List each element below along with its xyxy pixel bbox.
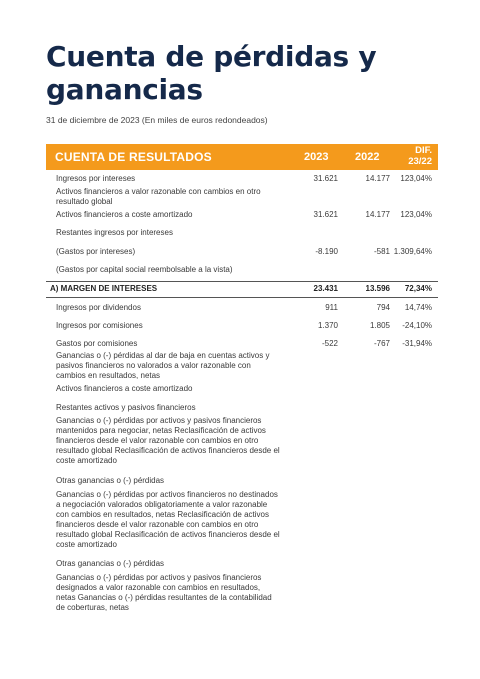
value-difference: 123,04% xyxy=(400,210,432,219)
value-2022: -767 xyxy=(373,339,390,348)
header-year-2022: 2022 xyxy=(355,151,380,163)
header-difference xyxy=(408,145,432,167)
value-2023: -522 xyxy=(321,339,338,348)
value-2022: 794 xyxy=(376,303,390,312)
row-label: Ganancias o (-) pérdidas por activos y pasivos financieros designados a valor razonable con cambios en resultados, netas Ganancias o (-) pérdidas resultantes de la contabilidad de coberturas, netas xyxy=(56,573,272,612)
value-2023: -8.190 xyxy=(315,247,338,256)
row-label: Activos financieros a coste amortizado xyxy=(56,384,193,393)
value-2022: 14.177 xyxy=(365,174,390,183)
row-label: Ganancias o (-) pérdidas por activos financieros no destinados a negociación valorados obligatoriamente a valor razonable con cambios en resultados, netas Reclasificación de activos financieros desde el valor razonable con cambios en otro resultado global Reclasificación de activos financieros desde el coste amortizado xyxy=(56,490,280,549)
value-2023: 23.431 xyxy=(313,284,338,293)
header-label: CUENTA DE RESULTADOS xyxy=(55,150,212,164)
margin-top-divider xyxy=(46,281,438,282)
row-label: Ganancias o (-) pérdidas al dar de baja en cuentas activos y pasivos financieros no valorados a valor razonable con cambios en resultados, netas xyxy=(56,351,270,380)
header-dif-line2: 23/22 xyxy=(408,156,432,167)
value-difference: 123,04% xyxy=(400,174,432,183)
row-label: Ganancias o (-) pérdidas por activos y pasivos financieros mantenidos para negociar, netas Reclasificación de activos financieros desde el valor razonable con cambios en otro resultado global Reclasificación de activos financieros desde el coste amortizado xyxy=(56,416,280,465)
value-difference: 14,74% xyxy=(404,303,432,312)
row-label: Ingresos por intereses xyxy=(56,174,136,183)
value-2022: 13.596 xyxy=(365,284,390,293)
header-year-2023: 2023 xyxy=(304,151,329,163)
row-label: (Gastos por capital social reembolsable a la vista) xyxy=(56,265,233,274)
row-label: Restantes activos y pasivos financieros xyxy=(56,403,196,412)
value-2022: -581 xyxy=(373,247,390,256)
row-label: Ingresos por comisiones xyxy=(56,321,143,330)
value-2022: 14.177 xyxy=(365,210,390,219)
page-title: Cuenta de pérdidas y ganancias xyxy=(46,40,377,106)
row-label: Activos financieros a valor razonable con cambios en otro resultado global xyxy=(56,187,261,206)
value-2023: 911 xyxy=(325,303,338,312)
value-difference: -31,94% xyxy=(402,339,432,348)
value-difference: -24,10% xyxy=(402,321,432,330)
margin-bottom-divider xyxy=(46,297,438,298)
header-dif-line1: DIF. xyxy=(415,145,432,156)
row-label: Activos financieros a coste amortizado xyxy=(56,210,193,219)
row-label: A) MARGEN DE INTERESES xyxy=(50,284,158,293)
page-subtitle: 31 de diciembre de 2023 (En miles de euros redondeados) xyxy=(46,115,268,125)
value-2023: 31.621 xyxy=(313,210,338,219)
row-label: (Gastos por intereses) xyxy=(56,247,136,256)
row-label: Restantes ingresos por intereses xyxy=(56,228,173,237)
value-difference: 1.309,64% xyxy=(393,247,432,256)
row-label: Otras ganancias o (-) pérdidas xyxy=(56,559,165,568)
value-2023: 1.370 xyxy=(317,321,338,330)
value-2023: 31.621 xyxy=(313,174,338,183)
table-header xyxy=(46,144,438,170)
value-2022: 1.805 xyxy=(369,321,390,330)
row-label: Otras ganancias o (-) pérdidas xyxy=(56,476,165,485)
row-label: Ingresos por dividendos xyxy=(56,303,141,312)
row-label: Gastos por comisiones xyxy=(56,339,138,348)
value-difference: 72,34% xyxy=(404,284,432,293)
